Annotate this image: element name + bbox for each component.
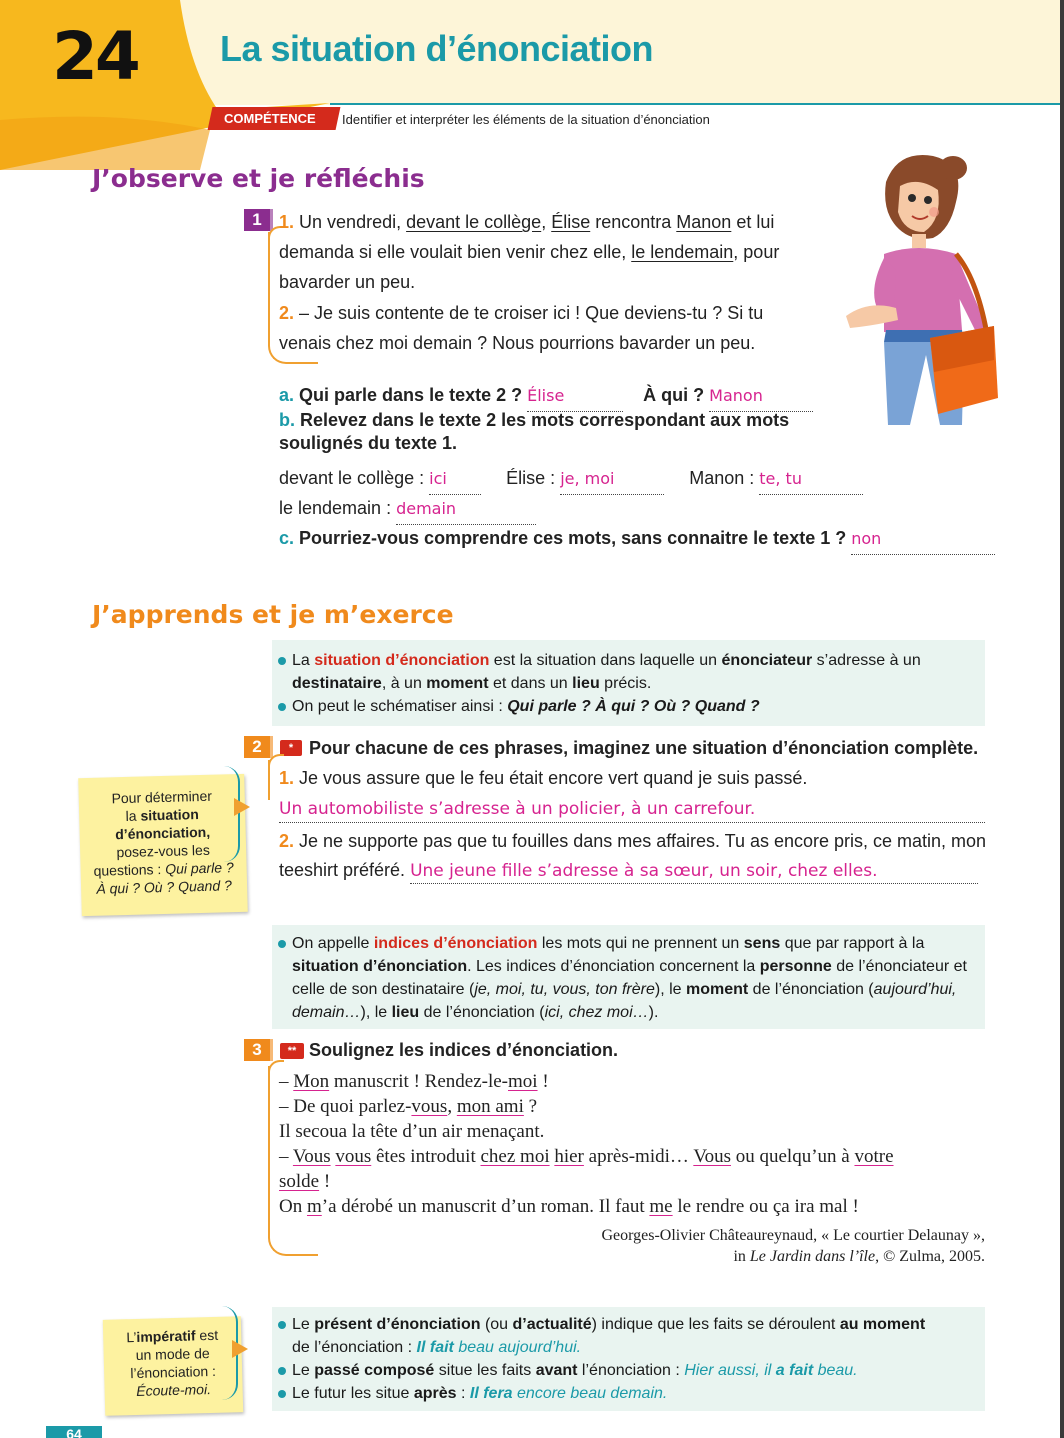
- enunciation-marker[interactable]: Vous: [292, 1146, 331, 1167]
- lesson-keyword: moment: [426, 675, 489, 692]
- lesson-line: [276, 1001, 985, 1024]
- lesson-keyword: moment: [685, 981, 749, 998]
- excerpt-line: [279, 1144, 985, 1169]
- answer-label: le lendemain :: [279, 498, 392, 518]
- enunciation-marker[interactable]: me: [649, 1196, 673, 1217]
- excerpt-fragment: –: [279, 1071, 294, 1092]
- lesson-fragment: ).: [648, 1004, 659, 1021]
- source-line: Georges-Olivier Châteaureynaud, « Le courtier Delaunay »,: [601, 1227, 985, 1244]
- lesson-example: beau.: [813, 1362, 858, 1379]
- tip-line: [107, 1325, 237, 1346]
- lesson-fragment: (ou: [480, 1316, 513, 1333]
- question-a: [279, 380, 813, 412]
- enunciation-marker[interactable]: Mon: [293, 1071, 330, 1092]
- enunciation-marker[interactable]: hier: [554, 1146, 584, 1167]
- underlined-word: devant le collège: [406, 212, 542, 232]
- page-edge: [1060, 0, 1064, 1438]
- answer-label: Élise :: [506, 468, 556, 488]
- enunciation-marker[interactable]: votre: [854, 1146, 894, 1167]
- lesson-line: [276, 1313, 985, 1336]
- question-letter-b: b.: [279, 410, 295, 430]
- answer-1: Un automobiliste s’adresse à un policier, à un carrefour.: [279, 799, 756, 819]
- lesson-fragment: situe les faits: [434, 1362, 536, 1379]
- sentence-text: teeshirt préféré.: [279, 860, 406, 880]
- excerpt-fragment: –: [279, 1146, 293, 1167]
- bullet-icon: [278, 703, 286, 711]
- lesson-fragment: que par rapport à la: [780, 935, 925, 952]
- lesson-keyword: présent d’énonciation: [314, 1316, 481, 1333]
- enunciation-marker[interactable]: Vous: [693, 1146, 731, 1167]
- question-a-text: Qui parle dans le texte 2 ?: [299, 385, 523, 405]
- answer-field-a1[interactable]: [527, 380, 623, 412]
- text1-fragment: rencontra: [590, 212, 677, 232]
- lesson-keyword: Qui parle ? À qui ? Où ? Quand ?: [507, 698, 760, 715]
- section-title-learn: J’apprends et je m’exerce: [92, 600, 454, 629]
- lesson-fragment: celle de son destinataire (: [292, 981, 475, 998]
- lesson-fragment: On peut le schématiser ainsi :: [292, 698, 508, 715]
- lesson-example: beau aujourd’hui.: [453, 1339, 582, 1356]
- answer-c: non: [851, 529, 882, 548]
- competence-badge: [208, 107, 341, 130]
- tip-fragment: questions :: [93, 860, 166, 879]
- excerpt-fragment: !: [537, 1071, 549, 1092]
- lesson-keyword: personne: [759, 958, 832, 975]
- question-b-answers-row2: [279, 493, 536, 525]
- lesson-fragment: ) indique que les faits se déroulent: [591, 1316, 840, 1333]
- text1-line3: bavarder un peu.: [279, 272, 416, 292]
- excerpt-fragment: ,: [447, 1096, 457, 1117]
- lesson-keyword: destinataire: [292, 675, 382, 692]
- lesson-line: [276, 1336, 985, 1359]
- tip-keyword: situation: [140, 806, 199, 824]
- answer-field-ici[interactable]: [429, 463, 481, 495]
- exercise-3-number: 3: [244, 1039, 270, 1061]
- question-letter-c: c.: [279, 528, 295, 548]
- text2-fragment: – Je suis contente de te croiser ici ! Que deviens-tu ? Si tu: [299, 303, 764, 323]
- tip-line: l’énonciation :: [130, 1362, 217, 1382]
- answer-value: ici: [429, 469, 447, 488]
- lesson-box-2: [272, 925, 985, 1029]
- excerpt-fragment: êtes introduit: [371, 1146, 481, 1167]
- competence-text: Identifier et interpréter les éléments de la situation d’énonciation: [342, 112, 710, 127]
- answer-2: Une jeune fille s’adresse à sa sœur, un soir, chez elles.: [410, 861, 878, 881]
- lesson-fragment: et dans un: [488, 675, 573, 692]
- lesson-fragment: de l’énonciation :: [292, 1339, 417, 1356]
- excerpt-line: [279, 1069, 985, 1094]
- enunciation-marker[interactable]: chez moi: [480, 1146, 550, 1167]
- exercise-2-sentence-2-cont: [279, 855, 978, 885]
- lesson-line: [276, 932, 985, 955]
- text1-fragment: Un vendredi,: [299, 212, 407, 232]
- lesson-fragment: ), le: [360, 1004, 392, 1021]
- exercise-3-title: Soulignez les indices d’énonciation.: [309, 1040, 619, 1060]
- source-fragment: in: [733, 1248, 750, 1265]
- lesson-line: [276, 978, 985, 1001]
- question-c: [279, 523, 995, 555]
- lesson-line: [276, 1359, 985, 1382]
- excerpt-fragment: ?: [523, 1096, 538, 1117]
- lesson-fragment: . Les indices d’énonciation concernent la: [467, 958, 760, 975]
- text1-fragment: , pour: [733, 242, 780, 262]
- text2-line1: [279, 298, 763, 328]
- lesson-fragment: l’énonciation :: [577, 1362, 685, 1379]
- difficulty-badge: *: [280, 740, 302, 756]
- excerpt-fragment: On: [279, 1196, 307, 1217]
- excerpt-line: Il secoua la tête d’un air menaçant.: [279, 1121, 545, 1142]
- page-number: 64: [46, 1426, 102, 1438]
- answer-label: devant le collège :: [279, 468, 425, 488]
- enunciation-marker[interactable]: moi: [508, 1071, 538, 1092]
- tip-line: Pour déterminer: [111, 787, 213, 807]
- exercise-2-answer-1[interactable]: [279, 795, 985, 823]
- bullet-icon: [278, 1321, 286, 1329]
- enunciation-marker[interactable]: vous: [411, 1096, 448, 1117]
- answer-value: je, moi: [560, 469, 615, 488]
- excerpt-fragment: le rendre ou ça ira mal !: [672, 1196, 859, 1217]
- excerpt-line: [279, 1094, 985, 1119]
- question-b-line2: soulignés du texte 1.: [279, 433, 458, 453]
- lesson-fragment: :: [456, 1385, 470, 1402]
- lesson-fragment: Le futur les situe: [292, 1385, 414, 1402]
- exercise-2-sentence-1: [279, 763, 807, 793]
- competence-label: COMPÉTENCE: [224, 111, 316, 126]
- answer-field-c[interactable]: [851, 523, 995, 555]
- lesson-example-keyword: Il fait: [416, 1339, 454, 1356]
- tip-line: un mode de: [135, 1345, 210, 1363]
- lesson-example: encore beau demain.: [512, 1385, 668, 1402]
- answer-field-2[interactable]: [410, 858, 978, 884]
- exercise-2-title: Pour chacune de ces phrases, imaginez une situation d’énonciation complète.: [309, 738, 979, 758]
- excerpt-fragment: !: [319, 1171, 331, 1192]
- tip-keyword: impératif: [136, 1327, 196, 1345]
- answer-a1: Élise: [527, 386, 565, 405]
- underlined-word: Manon: [676, 212, 732, 232]
- excerpt-fragment: – De quoi parlez-: [279, 1096, 412, 1117]
- answer-label: Manon :: [689, 468, 755, 488]
- text1-number: 1.: [279, 212, 295, 232]
- lesson-fragment: s’adresse à un: [812, 652, 921, 669]
- bullet-icon: [278, 1390, 286, 1398]
- lesson-keyword: passé composé: [314, 1362, 435, 1379]
- lesson-fragment: , à un: [381, 675, 427, 692]
- lesson-keyword: d’actualité: [512, 1316, 592, 1333]
- text1-fragment: ,: [541, 212, 552, 232]
- lesson-keyword: au moment: [839, 1316, 926, 1333]
- excerpt-text: [279, 1069, 985, 1219]
- exercise-2-sentence-2: [279, 826, 986, 856]
- question-letter-a: a.: [279, 385, 295, 405]
- chapter-title: La situation d’énonciation: [220, 28, 654, 69]
- lesson-fragment: On appelle: [292, 935, 374, 952]
- lesson-keyword: situation d’énonciation: [292, 958, 468, 975]
- chapter-number: 24: [52, 18, 138, 95]
- lesson-line: [276, 649, 985, 672]
- chapter-tab-shape: [0, 0, 1064, 170]
- question-b: [279, 409, 789, 455]
- girl-illustration: [838, 150, 998, 425]
- text1-fragment: demanda si elle voulait bien venir chez elle,: [279, 242, 632, 262]
- answer-field-je-moi[interactable]: [560, 463, 664, 495]
- bullet-icon: [278, 657, 286, 665]
- lesson-italic: je, moi, tu, vous, ton frère: [474, 981, 655, 998]
- text2-line2: venais chez moi demain ? Nous pourrions bavarder un peu.: [279, 333, 756, 353]
- lesson-example-keyword: a fait: [775, 1362, 814, 1379]
- tip-line: À qui ? Où ? Quand ?: [96, 877, 233, 897]
- lesson-fragment: Le: [292, 1362, 315, 1379]
- source-title: Le Jardin dans l’île: [749, 1248, 876, 1265]
- lesson-example: Hier aussi, il: [684, 1362, 776, 1379]
- sentence-number: 2.: [279, 831, 295, 851]
- underlined-word: Élise: [551, 212, 591, 232]
- lesson-keyword: lieu: [391, 1004, 420, 1021]
- answer-field-demain[interactable]: [396, 493, 536, 525]
- enunciation-marker[interactable]: m: [306, 1196, 322, 1217]
- text1-line1: [279, 207, 774, 237]
- sentence-number: 1.: [279, 768, 295, 788]
- underlined-word: le lendemain: [631, 242, 734, 262]
- tip-italic: Qui parle ?: [164, 859, 234, 877]
- tip-line: d’énonciation,: [115, 823, 211, 843]
- answer-field-a2[interactable]: [709, 380, 813, 412]
- excerpt-fragment: après-midi…: [583, 1146, 694, 1167]
- bullet-icon: [278, 1367, 286, 1375]
- lesson-fragment: ), le: [654, 981, 686, 998]
- answer-a2: Manon: [709, 386, 763, 405]
- enunciation-marker[interactable]: solde: [279, 1171, 320, 1192]
- excerpt-line: [279, 1169, 985, 1194]
- lesson-line: [276, 1382, 985, 1405]
- lesson-keyword: après: [413, 1385, 457, 1402]
- sentence-text: Je vous assure que le feu était encore vert quand je suis passé.: [299, 768, 808, 788]
- lesson-fragment: les mots qui ne prennent un: [537, 935, 744, 952]
- answer-value: te, tu: [759, 469, 802, 488]
- lesson-fragment: Le: [292, 1316, 315, 1333]
- excerpt-fragment: manuscrit ! Rendez-le-: [329, 1071, 508, 1092]
- section-title-observe: J’observe et je réfléchis: [92, 164, 425, 193]
- difficulty-badge: **: [280, 1043, 304, 1059]
- lesson-keyword: situation d’énonciation: [314, 652, 490, 669]
- answer-value: demain: [396, 499, 457, 518]
- tip-fragment: L’: [126, 1328, 137, 1346]
- excerpt-source: [440, 1225, 985, 1267]
- lesson-keyword: lieu: [572, 675, 600, 692]
- text1-line2: [279, 237, 779, 267]
- text2-number: 2.: [279, 303, 295, 323]
- bullet-icon: [278, 940, 286, 948]
- lesson-line: [276, 955, 985, 978]
- exercise-2-number: 2: [244, 736, 270, 758]
- enunciation-marker[interactable]: mon ami: [456, 1096, 524, 1117]
- question-a2-text: À qui ?: [643, 385, 705, 405]
- enunciation-marker[interactable]: vous: [335, 1146, 372, 1167]
- lesson-italic: demain…: [292, 1004, 361, 1021]
- lesson-fragment: est la situation dans laquelle un: [489, 652, 722, 669]
- excerpt-line: [279, 1194, 985, 1219]
- lesson-italic: aujourd’hui,: [873, 981, 957, 998]
- lesson-box-3: [272, 1307, 985, 1411]
- answer-field-te-tu[interactable]: [759, 463, 863, 495]
- lesson-keyword: énonciateur: [721, 652, 813, 669]
- lesson-keyword: avant: [535, 1362, 578, 1379]
- lesson-keyword: sens: [743, 935, 781, 952]
- lesson-keyword: indices d’énonciation: [373, 935, 538, 952]
- lesson-italic: ici, chez moi…: [544, 1004, 649, 1021]
- lesson-example-keyword: Il fera: [469, 1385, 513, 1402]
- tip-note-1: [78, 774, 248, 916]
- arrow-right-icon: [232, 1340, 248, 1358]
- excerpt-fragment: ou quelqu’un à: [730, 1146, 855, 1167]
- excerpt-fragment: ’a dérobé un manuscrit d’un roman. Il faut: [321, 1196, 650, 1217]
- lesson-fragment: La: [292, 652, 315, 669]
- lesson-fragment: précis.: [599, 675, 652, 692]
- tip-line: posez-vous les: [116, 841, 211, 861]
- text1-fragment: et lui: [731, 212, 775, 232]
- tip-line: Écoute-moi.: [136, 1381, 212, 1399]
- lesson-fragment: de l’énonciation (: [419, 1004, 545, 1021]
- question-c-text: Pourriez-vous comprendre ces mots, sans connaitre le texte 1 ?: [299, 528, 847, 548]
- lesson-fragment: de l’énonciateur et: [831, 958, 967, 975]
- source-fragment: , © Zulma, 2005.: [875, 1248, 985, 1265]
- lesson-box-1: [272, 640, 985, 726]
- tip-fragment: la: [125, 807, 141, 824]
- tip-fragment: est: [195, 1326, 219, 1344]
- exercise-1-number: 1: [244, 209, 270, 231]
- lesson-line: [276, 695, 985, 718]
- question-b-line1: Relevez dans le texte 2 les mots correspondant aux mots: [300, 410, 790, 430]
- sentence-text: Je ne supporte pas que tu fouilles dans mes affaires. Tu as encore pris, ce matin, mon: [299, 831, 987, 851]
- header-rule: [330, 103, 1064, 105]
- lesson-fragment: de l’énonciation (: [748, 981, 874, 998]
- question-b-answers-row1: [279, 463, 863, 495]
- source-line: [440, 1246, 985, 1267]
- lesson-line: [276, 672, 985, 695]
- arrow-right-icon: [234, 798, 250, 816]
